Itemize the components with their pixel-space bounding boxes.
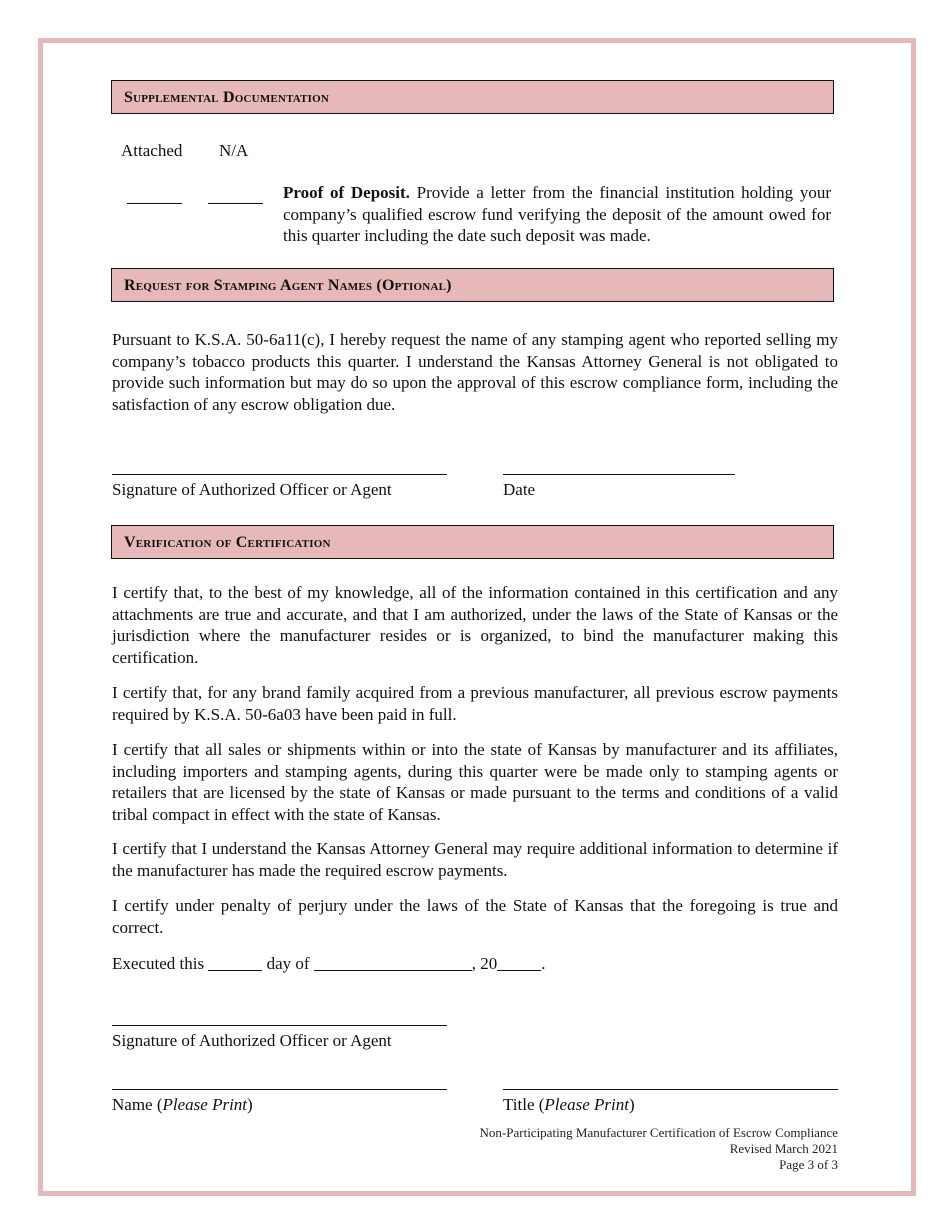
executed-end: . [541, 954, 546, 973]
section-header-verification: Verification of Certification [111, 525, 834, 559]
proof-of-deposit-description: Provide a letter from the financial institution holding your company’s qualified escrow fund verifying the deposit of the amount owed for this quarter including the date such deposit was made. [283, 183, 831, 245]
verification-signature-line[interactable] [112, 1025, 447, 1026]
na-blank-line[interactable] [208, 203, 263, 204]
footer-revision: Revised March 2021 [729, 1141, 838, 1156]
name-label-close: ) [247, 1095, 253, 1114]
executed-year-prefix: , 20 [471, 954, 498, 973]
stamping-signature-label: Signature of Authorized Officer or Agent [112, 480, 392, 499]
executed-year-blank[interactable] [497, 954, 541, 971]
section-header-stamping: Request for Stamping Agent Names (Optional) [111, 268, 834, 302]
verification-signature-label: Signature of Authorized Officer or Agent [112, 1031, 392, 1050]
section-header-supplemental: Supplemental Documentation [111, 80, 834, 114]
verification-paragraph-5: I certify under penalty of perjury under the laws of the State of Kansas that the foregoing is true and correct. [112, 896, 838, 937]
stamping-signature-line[interactable] [112, 474, 447, 475]
title-label-italic: Please Print [544, 1095, 629, 1114]
verification-paragraph-4: I certify that I understand the Kansas Attorney General may require additional information to determine if the manufacturer has made the required escrow payments. [112, 839, 838, 880]
name-label-text: Name ( [112, 1095, 163, 1114]
page-footer [480, 1125, 838, 1173]
executed-month-blank[interactable] [314, 954, 472, 971]
title-line[interactable] [503, 1089, 838, 1090]
footer-page-number: Page 3 of 3 [779, 1157, 838, 1172]
verification-paragraph-2: I certify that, for any brand family acquired from a previous manufacturer, all previous escrow payments required by K.S.A. 50-6a03 have been paid in full. [112, 683, 838, 724]
executed-day-label: day of [266, 954, 310, 973]
footer-form-name: Non-Participating Manufacturer Certification of Escrow Compliance [479, 1125, 838, 1140]
stamping-date-label: Date [503, 480, 536, 499]
proof-of-deposit-text [283, 182, 831, 247]
proof-of-deposit-label: Proof of Deposit. [283, 183, 410, 202]
name-label [112, 1094, 253, 1116]
title-label-close: ) [628, 1095, 635, 1114]
verification-paragraph-3: I certify that all sales or shipments within or into the state of Kansas by manufacturer and its affiliates, including importers and stamping agents, during this quarter were be made only to stamping agents or retailers that are licensed by the state of Kansas or made pursuant to the terms and conditions of a valid tribal compact in effect with the state of Kansas. [112, 740, 838, 824]
verification-paragraph-1: I certify that, to the best of my knowledge, all of the information contained in this certification and any attachments are true and accurate, and that I am authorized, under the laws of the State of Kansas or the jurisdiction where the manufacturer resides or is organized, to bind the manufacturer making this certification. [112, 583, 838, 667]
name-line[interactable] [112, 1089, 447, 1090]
title-label [503, 1094, 635, 1116]
column-label-na: N/A [219, 141, 249, 160]
executed-line [112, 952, 546, 975]
stamping-request-paragraph: Pursuant to K.S.A. 50-6a11(c), I hereby request the name of any stamping agent who reported selling my company’s tobacco products this quarter. I understand the Kansas Attorney General is not obligated to provide such information but may do so upon the approval of this escrow compliance form, including the satisfaction of any escrow obligation due. [112, 330, 838, 414]
stamping-date-line[interactable] [503, 474, 735, 475]
attached-blank-line[interactable] [127, 203, 182, 204]
executed-day-blank[interactable] [208, 954, 262, 971]
executed-prefix: Executed this [112, 954, 205, 973]
name-label-italic: Please Print [162, 1095, 248, 1114]
column-label-attached: Attached [121, 141, 183, 160]
title-label-text: Title ( [503, 1095, 545, 1114]
